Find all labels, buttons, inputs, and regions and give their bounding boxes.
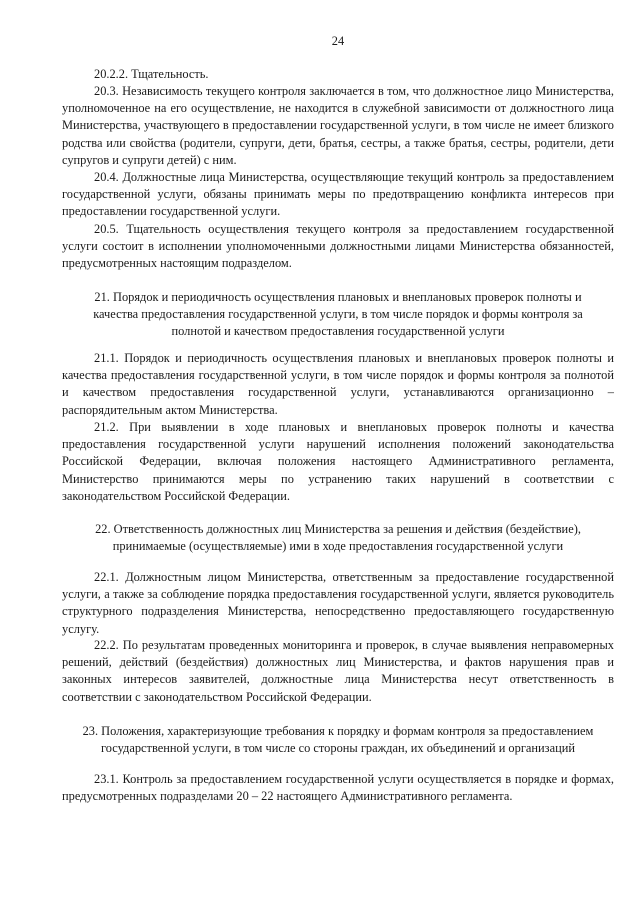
- paragraph-20-4: 20.4. Должностные лица Министерства, осуществляющие текущий контроль за предоставлением государственной услуги, обязаны принимать меры по предотвращению конфликта интересов при предоставлении государственной услуги.: [62, 170, 614, 219]
- paragraph-23-1: 23.1. Контроль за предоставлением государственной услуги осуществляется в порядке и формах, предусмотренных подразделами 20 – 22 настоящего Административного регламента.: [62, 772, 614, 804]
- page-number: 24: [331, 34, 345, 48]
- paragraph-22-1: 22.1. Должностным лицом Министерства, ответственным за предоставление государственной услуги, а также за соблюдение порядка предоставления государственной услуги, является руководитель структурного подразделения Министерства, непосредственно предоставляющего государственную услугу.: [62, 570, 614, 636]
- paragraph-21-1: 21.1. Порядок и периодичность осуществления плановых и внеплановых проверок полноты и качества предоставления государственной услуги, в том числе порядок и формы контроля за полнотой и качеством предоставления государственной услуги, устанавливаются организационно – распорядительным актом Министерства.: [62, 351, 614, 417]
- paragraph-20-3: 20.3. Независимость текущего контроля заключается в том, что должностное лицо Министерства, уполномоченное на его осуществление, не находится в служебной зависимости от должностного лица Министерства, участвующего в предоставлении государственной услуги, в том числе не имеет близкого родства или свойства (родители, супруги, дети, братья, сестры, а также братья, сестры, родители, дети супругов и супруги детей) с ним.: [62, 84, 614, 167]
- paragraph-21-2: 21.2. При выявлении в ходе плановых и внеплановых проверок полноты и качества предоставления государственной услуги нарушений исполнения положений законодательства Российской Федерации, включая положения настоящего Административного регламента, Министерство принимаются меры по устранению таких нарушений в соответствии с законодательством Российской Федерации.: [62, 420, 614, 503]
- paragraph-20-5: 20.5. Тщательность осуществления текущего контроля за предоставлением государственной услуги состоит в исполнении уполномоченными должностными лицами Министерства обязанностей, предусмотренных настоящим подразделом.: [62, 222, 614, 271]
- section-heading-21: 21. Порядок и периодичность осуществления плановых и внеплановых проверок полноты и качества предоставления государственной услуги, в том числе порядок и формы контроля за полнотой и качеством предоставления государственной услуги: [93, 290, 583, 339]
- paragraph-22-2: 22.2. По результатам проведенных мониторинга и проверок, в случае выявления неправомерных решений, действий (бездействия) должностных лиц Министерства, и фактов нарушения прав и законных интересов заявителей, должностные лица Министерства несут ответственность в соответствии с законодательством Российской Федерации.: [62, 638, 614, 704]
- paragraph-20-2-2: 20.2.2. Тщательность.: [94, 67, 209, 81]
- section-heading-23: 23. Положения, характеризующие требования к порядку и формам контроля за предоставлением государственной услуги, в том числе со стороны граждан, их объединений и организаций: [82, 724, 594, 756]
- section-heading-22: 22. Ответственность должностных лиц Министерства за решения и действия (бездействие), принимаемые (осуществляемые) ими в ходе предоставления государственной услуги: [95, 522, 581, 554]
